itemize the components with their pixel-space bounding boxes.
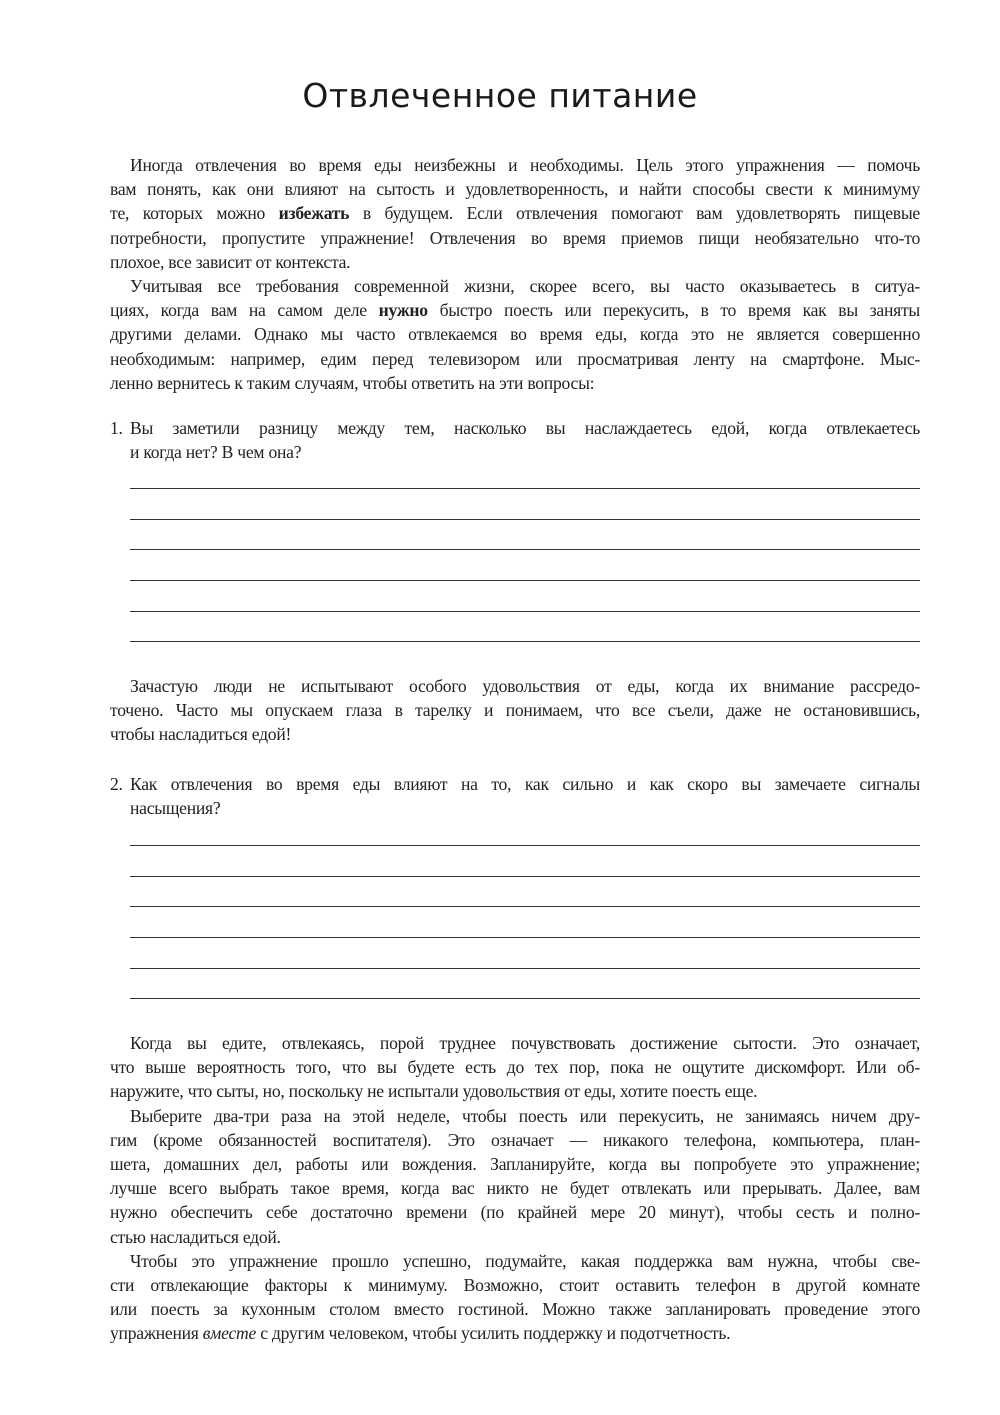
paragraph-line [110,674,920,698]
paragraph-line [110,698,920,722]
paragraph-line [110,250,920,274]
paragraph-line [110,1176,920,1200]
answer-line[interactable] [130,549,920,550]
italic-text: вместе [202,1323,257,1344]
text-segment: другими делами. Однако мы часто отвлекаемся во время еды, когда это не является совершенно [110,324,920,345]
text-segment: Чтобы это упражнение прошло успешно, подумайте, какая поддержка вам нужна, чтобы све- [130,1250,920,1271]
paragraph-line [110,298,920,322]
text-segment: Зачастую люди не испытывают особого удовольствия от еды, когда их внимание рассредо- [130,676,920,696]
text-segment: что выше вероятность того, что вы будете есть до тех пор, пока не ощутите дискомфорт. Или об- [110,1057,920,1078]
question-number: 1. [110,418,123,438]
text-segment: с другим человеком, чтобы усилить поддержку и подотчетность. [256,1323,731,1344]
text-segment: упражнения [110,1323,203,1344]
paragraph-line [110,1273,920,1297]
text-segment: ленно вернитесь к таким случаям, чтобы ответить на эти вопросы: [110,372,595,393]
text-segment: плохое, все зависит от контекста. [110,251,351,272]
text-segment: Учитывая все требования современной жизни, скорее всего, вы часто оказываетесь в ситуа- [130,275,920,296]
text-segment: быстро поесть или перекусить, в то время как вы заняты [427,300,920,321]
paragraph-line [110,1128,920,1152]
paragraph-line [110,1079,920,1103]
text-segment: наружите, что сыты, но, поскольку не испытали удовольствия от еды, хотите поесть еще. [110,1081,758,1102]
paragraph-line [110,201,920,225]
question-text: Вы заметили разницу между тем, насколько вы наслаждаетесь едой, когда отвлекаетесь [130,418,920,438]
text-segment: или поесть за кухонным столом вместо гостиной. Можно также запланировать проведение этого [110,1299,920,1320]
answer-line[interactable] [130,641,920,642]
paragraph-line [110,347,920,371]
text-segment: те, которых можно [110,203,279,224]
paragraph-line [110,1249,920,1273]
answer-line[interactable] [130,580,920,581]
text-segment: Когда вы едите, отвлекаясь, порой труднее почувствовать достижение сытости. Это означает, [130,1033,920,1053]
page-title: Отвлеченное питание [302,76,698,115]
question-1 [110,416,920,464]
answer-line[interactable] [130,906,920,907]
paragraph-line [110,1031,920,1055]
text-segment: шета, домашних дел, работы или вождения. Запланируйте, когда вы попробуете это упражнение; [110,1153,920,1174]
text-segment: Выберите два-три раза на этой неделе, чтобы поесть или перекусить, не занимаясь ничем дру- [130,1105,920,1126]
question-2 [110,772,920,820]
paragraph-line [110,1104,920,1128]
middle-text [110,674,920,747]
answer-line[interactable] [130,611,920,612]
paragraph-line [110,322,920,346]
bold-text: нужно [378,300,428,321]
text-segment: стью насладиться едой. [110,1226,281,1247]
paragraph-line [110,1225,920,1249]
paragraph-line [110,1055,920,1079]
answer-line[interactable] [130,876,920,877]
question-line [110,416,920,440]
question-line: насыщения? [130,798,221,819]
text-segment: в будущем. Если отвлечения помогают вам удовлетворять пищевые [349,203,920,224]
paragraph-line [110,177,920,201]
question-line: и когда нет? В чем она? [130,442,302,463]
paragraph-line [110,1297,920,1321]
text-segment: потребности, пропустите упражнение! Отвлечения во время приемов пищи необязательно что-то [110,227,920,248]
answer-line[interactable] [130,488,920,489]
text-segment: лучше всего выбрать такое время, когда вас никто не будет отвлекать или прерывать. Далее, вам [110,1178,920,1199]
question-text: Как отвлечения во время еды влияют на то, как сильно и как скоро вы замечаете сигналы [130,774,920,794]
text-segment: чтобы насладиться едой! [110,724,292,745]
text-segment: сти отвлекающие факторы к минимуму. Возможно, стоит оставить телефон в другой комнате [110,1274,920,1295]
text-segment: вам понять, как они влияют на сытость и удовлетворенность, и найти способы свести к минимуму [110,179,920,200]
closing-text [110,1031,920,1345]
paragraph-line [110,722,920,746]
intro-text [110,153,920,395]
answer-line[interactable] [130,845,920,846]
paragraph-line [110,274,920,298]
text-segment: циях, когда вам на самом деле [110,300,379,321]
text-segment: необходимым: например, едим перед телевизором или просматривая ленту на смартфоне. Мыс- [110,348,920,369]
question-number: 2. [110,774,123,794]
bold-text: избежать [278,203,350,224]
answer-line[interactable] [130,937,920,938]
text-segment: Иногда отвлечения во время еды неизбежны и необходимы. Цель этого упражнения — помочь [130,155,920,175]
paragraph-line [110,1200,920,1224]
question-line [110,772,920,796]
answer-line[interactable] [130,968,920,969]
paragraph-line [110,1321,920,1345]
paragraph-line [110,226,920,250]
text-segment: нужно обеспечить себе достаточно времени (по крайней мере 20 минут), чтобы сесть и полно- [110,1202,920,1223]
text-segment: точено. Часто мы опускаем глаза в тарелку и понимаем, что все съели, даже не остановившись, [110,700,920,721]
text-segment: гим (кроме обязанностей воспитателя). Это означает — никакого телефона, компьютера, план- [110,1129,920,1150]
paragraph-line [110,1152,920,1176]
answer-line[interactable] [130,998,920,999]
paragraph-line [110,153,920,177]
answer-line[interactable] [130,519,920,520]
paragraph-line [110,371,920,395]
